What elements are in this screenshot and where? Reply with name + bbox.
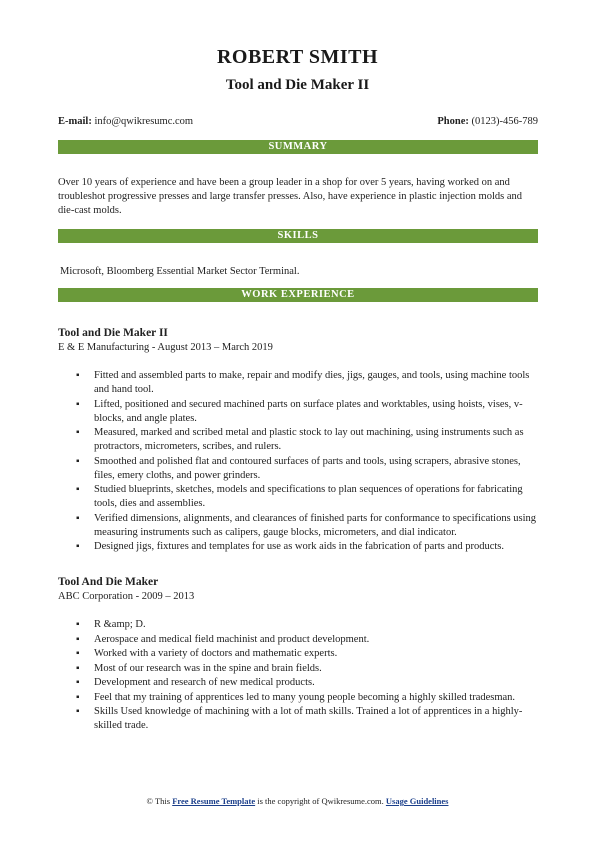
list-item: ▪ Verified dimensions, alignments, and clearances of finished parts for conformance to specifications using measuring instruments such as calipers, gauge blocks, micrometers, and dial indicator. bbox=[58, 512, 538, 540]
list-item: ▪ Lifted, positioned and secured machined parts on surface plates and worktables, using hoists, vises, v-blocks, and angle plates. bbox=[58, 398, 538, 426]
job-title: Tool and Die Maker II bbox=[58, 327, 168, 339]
list-item: ▪ Skills Used knowledge of machining with a lot of math skills. Trained a lot of apprentices in a highly-skilled trade. bbox=[58, 705, 538, 733]
job-duties-list bbox=[58, 369, 538, 554]
contact-row bbox=[58, 116, 538, 130]
job-entry-1 bbox=[58, 326, 538, 555]
skills-text: Microsoft, Bloomberg Essential Market Sector Terminal. bbox=[60, 266, 300, 277]
list-item: ▪ Aerospace and medical field machinist and product development. bbox=[58, 633, 538, 647]
list-item: ▪ Measured, marked and scribed metal and plastic stock to lay out machining, using instruments such as protractors, micrometers, scribes, and rulers. bbox=[58, 426, 538, 454]
skills-heading: SKILLS bbox=[58, 229, 538, 243]
email-block bbox=[58, 116, 193, 127]
list-item: ▪ R &amp; D. bbox=[58, 618, 538, 632]
candidate-name: ROBERT SMITH bbox=[216, 46, 379, 68]
footer-prefix: © This bbox=[146, 796, 171, 806]
list-item: ▪ Smoothed and polished flat and contoured surfaces of parts and tools, using scrapers, abrasive stones, files, emery cloths, and power grinders. bbox=[58, 455, 538, 483]
list-item: ▪ Development and research of new medical products. bbox=[58, 676, 538, 690]
footer bbox=[0, 796, 595, 806]
phone-block bbox=[437, 116, 538, 127]
list-item: ▪ Most of our research was in the spine and brain fields. bbox=[58, 662, 538, 676]
phone-label: Phone: bbox=[437, 116, 469, 127]
phone-value: (0123)-456-789 bbox=[471, 116, 538, 127]
job-company-dates: E & E Manufacturing - August 2013 – March 2019 bbox=[58, 342, 273, 353]
usage-guidelines-link[interactable]: Usage Guidelines bbox=[385, 796, 449, 806]
job-company-dates: ABC Corporation - 2009 – 2013 bbox=[58, 591, 195, 602]
email-label: E-mail: bbox=[58, 116, 92, 127]
job-entry-2 bbox=[58, 575, 538, 734]
list-item: ▪ Studied blueprints, sketches, models and specifications to plan sequences of operations for fabricating tools, dies and assemblies. bbox=[58, 483, 538, 511]
list-item: ▪ Designed jigs, fixtures and templates for use as work aids in the fabrication of parts and products. bbox=[58, 540, 538, 554]
candidate-title: Tool and Die Maker II bbox=[225, 77, 370, 93]
job-title: Tool And Die Maker bbox=[58, 576, 159, 588]
job-duties-list bbox=[58, 618, 538, 733]
free-resume-template-link[interactable]: Free Resume Template bbox=[172, 796, 256, 806]
summary-text: Over 10 years of experience and have been a group leader in a shop for over 5 years, having worked on and troubleshot progressive presses and large transfer presses. Also, have experience in plastic injection molds and die-cast molds. bbox=[58, 177, 523, 216]
email-value[interactable]: info@qwikresumc.com bbox=[94, 116, 194, 127]
footer-middle: is the copyright of Qwikresume.com. bbox=[257, 796, 384, 806]
summary-heading: SUMMARY bbox=[58, 140, 538, 154]
list-item: ▪ Feel that my training of apprentices led to many young people becoming a highly skilled tradesman. bbox=[58, 691, 538, 705]
list-item: ▪ Worked with a variety of doctors and mathematic experts. bbox=[58, 647, 538, 661]
work-experience-heading: WORK EXPERIENCE bbox=[58, 288, 538, 302]
list-item: ▪ Fitted and assembled parts to make, repair and modify dies, jigs, gauges, and tools, using machine tools and hand tool. bbox=[58, 369, 538, 397]
